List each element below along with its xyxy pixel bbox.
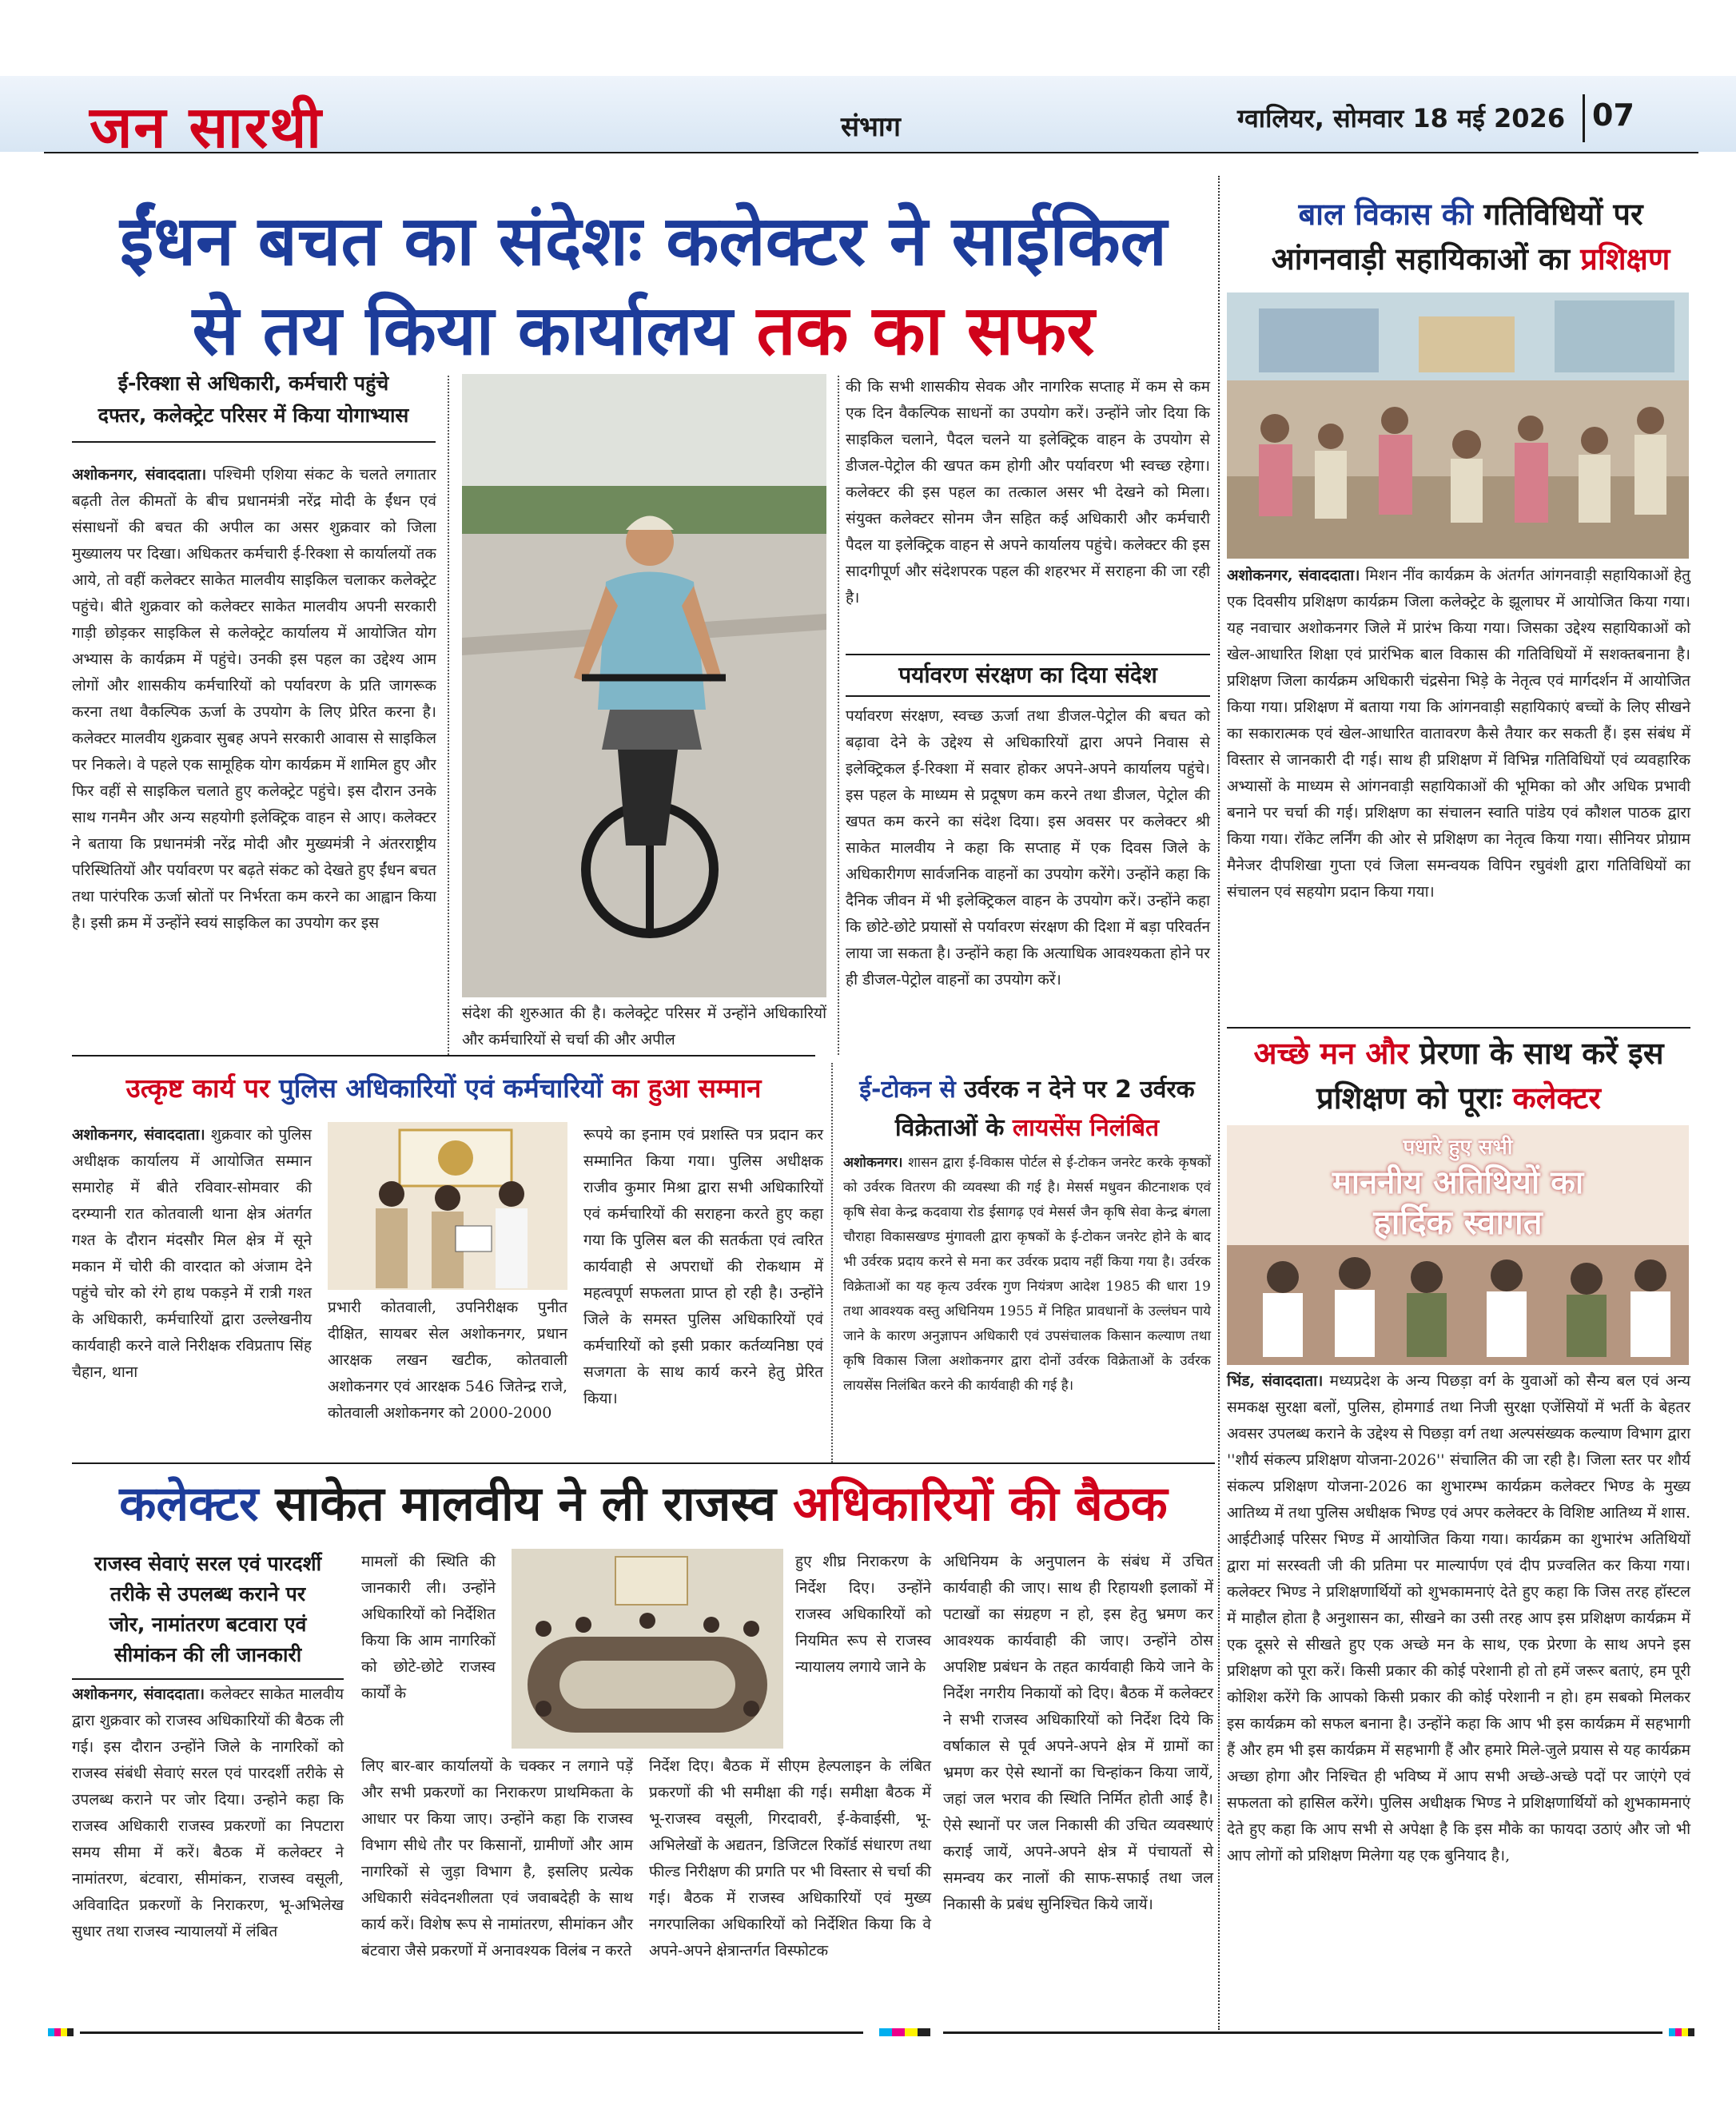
revenue-headline (72, 1472, 1215, 1536)
revenue-headline-b: साकेत मालवीय ने ली राजस्व (258, 1476, 793, 1532)
etoken-headline (839, 1071, 1215, 1148)
etoken-text: शासन द्वारा ई-विकास पोर्टल से ई-टोकन जनरेट करके कृषकों को उर्वरक वितरण की व्यवस्था की गई है। मेसर्स मधुवन कीटनाशक एवं कृषि सेवा केन्द्र कदवाया रोड ईसागढ़ एवं मेसर्स जैन कृषि सेवा केन्द्र बंगला चौराहा विकासखण्ड मुंगावली द्वारा कृषकों के ई-टोकन जनरेट होने के बाद भी उर्वरक प्रदाय करने से मना कर उर्वरक प्रदाय नहीं किया गया है। उर्वरक विक्रेताओं का यह कृत्य उर्वरक गुण नियंत्रण आदेश 1985 की धारा 19 तथा आवश्यक वस्तु अधिनियम 1955 में निहित प्रावधानों के उल्लंघन पाये जाने के कारण अनुज्ञापन अधिकारी एवं उपसंचालक किसान कल्याण तथा कृषि विकास जिला अशोकनगर द्वारा दोनों उर्वरक विक्रेताओं के उर्वरक लायसेंस निलंबित करने की कार्यवाही की गई है। (843, 1155, 1212, 1394)
right-bottom-headline-d: कलेक्टर (1512, 1080, 1601, 1116)
lead-subhead-rule (72, 441, 436, 443)
revenue-headline-c: अधिकारियों की बैठक (792, 1476, 1168, 1532)
police-headline (72, 1069, 815, 1105)
lead-subheading-box (846, 654, 1210, 697)
lead-dateline: अशोकनगर, संवाददाता। (72, 466, 207, 483)
police-photo-award (328, 1122, 567, 1290)
cmyk-marks-center (879, 2028, 930, 2036)
revenue-top-rule (72, 1462, 1215, 1464)
masthead-logo: जन सारथी (90, 93, 323, 161)
lead-subheading: पर्यावरण संरक्षण का दिया संदेश (898, 662, 1157, 688)
cmyk-marks-right (1669, 2028, 1694, 2036)
revenue-subhead-3: जोर, नामांतरण बटवारा एवं (109, 1613, 307, 1636)
meeting-illustration (512, 1549, 783, 1749)
right-top-photo-training (1227, 292, 1689, 559)
right-column-rule (1218, 176, 1220, 2030)
right-bottom-headline-a: अच्छे मन और (1253, 1036, 1409, 1071)
right-top-headline-a: बाल विकास की (1298, 197, 1473, 232)
revenue-col1 (72, 1681, 344, 1945)
cyclist-illustration (462, 374, 826, 997)
revenue-dateline: अशोकनगर, संवाददाता। (72, 1685, 205, 1703)
revenue-col2: लिए बार-बार कार्यालयों के चक्कर न लगाने पड़ें और सभी प्रकरणों का निराकरण प्राथमिकता के आधार पर किया जाए। उन्होंने कहा कि राजस्व विभाग सीधे तौर पर किसानों, ग्रामीणों और आम नागरिकों से जुड़ा विभाग है, इसलिए प्रत्येक अधिकारी संवेदनशीलता एवं जवाबदेही के साथ कार्य करें। विशेष रूप से नामांतरण, सीमांकन और बंटवारा जैसे प्रकरणों में अनावश्यक विलंब न करते (361, 1757, 633, 1960)
lead-col-rule1 (448, 376, 449, 1055)
etoken-body (843, 1151, 1211, 1399)
revenue-subhead-1: राजस्व सेवाएं सरल एवं पारदर्शी (94, 1552, 322, 1575)
etoken-headline-d: लायसेंस निलंबित (1012, 1114, 1160, 1142)
right-bottom-text: मध्यप्रदेश के अन्य पिछड़ा वर्ग के युवाओं को सैन्य बल एवं अन्य समकक्ष सुरक्षा बलों, पुलिस, होमगार्ड तथा निजी सुरक्षा एजेंसियों में भर्ती के बेहतर अवसर उपलब्ध कराने के उद्देश्य से पिछड़ा वर्ग तथा अल्पसंख्यक कल्याण विभाग द्वारा ''शौर्य संकल्प प्रशिक्षण योजना-2026'' संचालित की जा रही है। जिला स्तर पर शौर्य संकल्प प्रशिक्षण योजना-2026 का शुभारम्भ कार्यक्रम कलेक्टर भिण्ड के मुख्य आतिथ्य में तथा पुलिस अधीक्षक भिण्ड एवं अपर कलेक्टर के विशिष्ट आतिथ्य में शास. आईटीआई परिसर भिण्ड में आयोजित किया गया। कार्यक्रम का शुभारंभ अतिथियों द्वारा मां सरस्वती जी की प्रतिमा पर माल्यार्पण एवं दीप प्रज्वलित कर किया गया। कलेक्टर भिण्ड ने प्रशिक्षणार्थियों को शुभकामनाएं देते हुए कहा कि जिस तरह हॉस्टल में माहौल होता है अनुशासन का, सीखने का उसी तरह आप इस प्रशिक्षण कार्यक्रम में एक दूसरे से सीखते हुए एक अच्छे मन के साथ, एक प्रेरणा के साथ अपने इस प्रशिक्षण को पूरा करें। किसी प्रकार की कोई परेशानी हो तो हमें जरूर बताएं, हम पूरी कोशिश करेंगे कि आपको किसी प्रकार की कोई परेशानी न हो। हम सबको मिलकर इस कार्यक्रम को सफल बनाना है। उन्होंने कहा कि आप भी इस कार्यक्रम में सहभागी हैं और हम भी इस कार्यक्रम में सहभागी हैं और हमारे मिले-जुले प्रयास से यह कार्यक्रम अच्छा होगा और निश्चित ही भविष्य में आप सभी अच्छे-अच्छे पदों पर जाएंगे एवं सफलता को हासिल करेंगे। पुलिस अधीक्षक भिण्ड ने प्रशिक्षणार्थियों को शुभकामनाएं देते हुए कहा कि आप सभी से अपेक्षा है कि इस मौके का फायदा उठाएं और जो भी आप लोगों को प्रशिक्षण मिलेगा यह एक बुनियाद है।, (1227, 1372, 1690, 1864)
award-illustration (328, 1122, 567, 1290)
revenue-subhead-4: सीमांकन की ली जानकारी (113, 1643, 302, 1666)
lead-headline-line2-b: तक का सफर (756, 291, 1095, 371)
etoken-dateline: अशोकनगर। (843, 1155, 903, 1171)
lead-headline-line2 (80, 288, 1207, 374)
right-top-text: मिशन नींव कार्यक्रम के अंतर्गत आंगनवाड़ी सहायिकाओं हेतु एक दिवसीय प्रशिक्षण कार्यक्रम जिला कलेक्ट्रेट के झूलाघर में आयोजित किया गया। यह नवाचार अशोकनगर जिले में प्रारंभ किया गया। जिसका उद्देश्य सहायिकाओं को खेल-आधारित शिक्षा एवं प्रारंभिक बाल विकास की गतिविधियों में सशक्तबनाना है। प्रशिक्षण जिला कार्यक्रम अधिकारी चंद्रसेना भिड़े के नेतृत्व एवं मार्गदर्शन में आयोजित किया गया। प्रशिक्षण में बताया गया कि आंगनवाड़ी सहायिकाएं बच्चों के लिए सीखने का सकारात्मक एवं खेल-आधारित वातावरण कैसे तैयार कर सकती हैं। इस संबंध में विस्तार से जानकारी दी गई। साथ ही प्रशिक्षण में विभिन्न गतिविधियों एवं व्यवहारिक अभ्यासों के माध्यम से आंगनवाड़ी सहायिकाओं की भूमिका को और अधिक प्रभावी बनाने पर चर्चा की गई। प्रशिक्षण का संचालन स्वाति पांडेय एवं कौशल पाठक द्वारा किया गया। रॉकेट लर्निंग की ओर से प्रशिक्षण का नेतृत्व किया गया। सीनियर प्रोग्राम मैनेजर दीपशिखा गुप्ता एवं जिला समन्वयक विपिन रघुवंशी द्वारा गतिविधियों का संचालन एवं सहयोग प्रदान किया गया। (1227, 567, 1690, 901)
lead-headline-line1: ईंधन बचत का संदेशः कलेक्टर ने साईकिल (120, 201, 1167, 281)
right-top-headline-b: गतिविधियों पर (1472, 197, 1643, 232)
lead-headline-line2-a: से तय किया कार्यालय (192, 291, 757, 371)
revenue-col3: निर्देश दिए। बैठक में सीएम हेल्पलाइन के लंबित प्रकरणों की भी समीक्षा की गई। समीक्षा बैठक में भू-राजस्व वसूली, गिरदावरी, ई-केवाईसी, भू-अभिलेखों के अद्यतन, डिजिटल रिकॉर्ड संधारण तथा फील्ड निरीक्षण की प्रगति पर भी विस्तार से चर्चा की गई। बैठक में राजस्व अधिकारियों एवं मुख्य नगरपालिका अधिकारियों को निर्देशित किया कि वे अपने-अपने क्षेत्रान्तर्गत विस्फोटक (649, 1757, 931, 1960)
police-headline-c: का हुआ सम्मान (611, 1072, 762, 1104)
right-top-headline-d: प्रशिक्षण (1580, 241, 1670, 277)
police-col3: रूपये का इनाम एवं प्रशस्ति पत्र प्रदान कर सम्मानित किया गया। पुलिस अधीक्षक राजीव कुमार मिश्रा द्वारा सभी अधिकारियों एवं कर्मचारियों की सराहना करते हुए कहा गया कि पुलिस बल की सतर्कता एवं त्वरित कार्यवाही से अपराधों की रोकथाम में महत्वपूर्ण सफलता प्राप्त हो रही है। उन्होंने जिले के समस्त पुलिस अधिकारियों एवं कर्मचारियों को इसी प्रकार कर्तव्यनिष्ठा एवं सजगता के साथ कार्य करने हेतु प्रेरित किया। (583, 1126, 823, 1407)
lead-subhead-line2: दफ्तर, कलेक्ट्रेट परिसर में किया योगाभ्यास (98, 404, 409, 427)
revenue-col4: अधिनियम के अनुपालन के संबंध में उचित कार्यवाही की जाए। साथ ही रिहायशी इलाकों में पटाखों का संग्रहण न हो, इस हेतु भ्रमण कर आवश्यक कार्यवाही की जाए। उन्होंने ठोस अपशिष्ट प्रबंधन के तहत कार्यवाही किये जाने के निर्देश नगरीय निकायों को दिए। बैठक में कलेक्टर ने सभी राजस्व अधिकारियों को निर्देश दिये कि वर्षाकाल से पूर्व अपने-अपने क्षेत्र में ग्रामों का भ्रमण कर ऐसे स्थानों का चिन्हांकन किया जायें, जहां जल भराव की स्थिति निर्मित होती आई है। ऐसे स्थानों पर जल निकासी की उचित व्यवस्थाएं कराई जायें, अपने-अपने क्षेत्र में पंचायतों से समन्वय कर नालों की साफ-सफाई तथा जल निकासी के प्रबंध सुनिश्चित किये जायें। (943, 1553, 1213, 1913)
lead-col3-body: की कि सभी शासकीय सेवक और नागरिक सप्ताह में कम से कम एक दिन वैकल्पिक साधनों का उपयोग करें। उन्होंने जोर दिया कि साइकिल चलाने, पैदल चलने या इलेक्ट्रिक वाहन के उपयोग से डीजल-पेट्रोल की खपत कम होगी और पर्यावरण भी स्वच्छ रहेगा। कलेक्टर की इस पहल का तत्काल असर भी देखने को मिला। संयुक्त कलेक्टर सोनम जैन सहित कई अधिकारी और कर्मचारी पैदल या इलेक्ट्रिक वाहन से अपने कार्यालय पहुंचे। कलेक्टर की इस सादगीपूर्ण और संदेशपरक पहल की शहरभर में सराहना की जा रही है। (846, 378, 1210, 607)
right-top-headline-c: आंगनवाड़ी सहायिकाओं का (1271, 241, 1581, 277)
right-bottom-body (1227, 1368, 1690, 1869)
masthead-divider (1583, 94, 1585, 142)
right-bottom-headline (1227, 1031, 1690, 1120)
revenue-col3-top: हुए शीघ्र निराकरण के निर्देश दिए। उन्होंने राजस्व अधिकारियों को नियमित रूप से राजस्व न्यायालय लगाये जाने के (795, 1553, 931, 1676)
lead-photo-cyclist (462, 374, 826, 997)
revenue-photo-meeting (512, 1549, 783, 1749)
lead-photo-caption: संदेश की शुरुआत की है। कलेक्ट्रेट परिसर में उन्होंने अधिकारियों और कर्मचारियों से चर्चा की और अपील (462, 1005, 826, 1049)
right-top-body (1227, 563, 1690, 905)
lead-subhead-line1: ई-रिक्शा से अधिकारी, कर्मचारी पहुंचे (117, 372, 389, 395)
lead-col1-body (72, 462, 436, 1021)
etoken-headline-b: उर्वरक न देने पर 2 उर्वरक (955, 1076, 1195, 1104)
right-bottom-dateline: भिंड, संवाददाता। (1227, 1372, 1324, 1390)
cmyk-marks-left (48, 2028, 74, 2036)
police-top-rule (72, 1055, 815, 1056)
dateline: ग्वालियर, सोमवार 18 मई 2026 (1237, 103, 1566, 133)
police-headline-b: पुलिस अधिकारियों एवं कर्मचारियों (269, 1072, 612, 1104)
page-number: 07 (1592, 97, 1634, 133)
etoken-headline-a: ई-टोकन से (859, 1076, 956, 1104)
lead-subhead (70, 368, 436, 432)
right-bottom-headline-b: प्रेरणा के साथ करें इस (1408, 1036, 1664, 1071)
banner-line3: हार्दिक स्वागत (1373, 1203, 1543, 1242)
revenue-headline-a: कलेक्टर (119, 1476, 259, 1532)
masthead-rule (44, 152, 1698, 153)
revenue-col1-text: कलेक्टर साकेत मालवीय द्वारा शुक्रवार को राजस्व अधिकारियों की बैठक ली गई। इस दौरान उन्होंने जिले के नागरिकों को राजस्व संबंधी सेवाएं सरल एवं पारदर्शी तरीके से उपलब्ध कराने पर जोर दिया। उन्होने कहा कि राजस्व अधिकारी राजस्व प्रकरणों का निपटारा समय सीमा में करें। बैठक में कलेक्टर ने नामांतरण, बंटवारा, सीमांकन, राजस्व वसूली, अविवादित प्रकरणों के निराकरण, भू-अभिलेख सुधार तथा राजस्व न्यायालयों में लंबित (72, 1685, 344, 1940)
revenue-subhead-2: तरीके से उपलब्ध कराने पर (109, 1582, 306, 1606)
lead-col3-body2: पर्यावरण संरक्षण, स्वच्छ ऊर्जा तथा डीजल-पेट्रोल की बचत को बढ़ावा देने के उद्देश्य से अधिकारियों द्वारा अपने निवास से इलेक्ट्रिकल ई-रिक्शा में सवार होकर अपने-अपने कार्यालय पहुंचे। इस पहल के माध्यम से प्रदूषण कम करने तथा डीजल, पेट्रोल की खपत कम करने का संदेश दिया। इस अवसर पर कलेक्टर श्री साकेत मालवीय ने कहा कि सप्ताह में एक दिवस जिले के अधिकारीगण सार्वजनिक वाहनों का उपयोग करेंगे। उन्होंने कहा कि दैनिक जीवन में भी इलेक्ट्रिकल वाहन के उपयोग करें। उन्होंने कहा कि छोटे-छोटे प्रयासों से पर्यावरण संरक्षण की दिशा में बड़ा परिवर्तन लाया जा सकता है। उन्होंने कहा कि अत्याधिक आवश्यकता होने पर ही डीजल-पेट्रोल वाहनों का उपयोग करें। (846, 707, 1210, 989)
police-col1-text: शुक्रवार को पुलिस अधीक्षक कार्यालय में आयोजित सम्मान समारोह में बीते रविवार-सोमवार की दरम्यानी रात कोतवाली थाना क्षेत्र अंतर्गत गश्त के दौरान मंदसौर मिल क्षेत्र में सूने मकान में चोरी की वारदात को अंजाम देने पहुंचे चोर को रंगे हाथ पकड़ने में रात्री गश्त के अधिकारी, कर्मचारियों द्वारा उल्लेखनीय कार्यवाही करने वाले निरीक्षक रविप्रताप सिंह चैहान, थाना (72, 1126, 312, 1381)
police-col1 (72, 1122, 312, 1386)
revenue-col2-top: मामलों की स्थिति की जानकारी ली। उन्होंने अधिकारियों को निर्देशित किया कि आम नागरिकों को छोटे-छोटे राजस्व कार्यों के (361, 1553, 496, 1702)
right-top-dateline: अशोकनगर, संवाददाता। (1227, 567, 1360, 584)
police-dateline: अशोकनगर, संवाददाता। (72, 1126, 205, 1144)
right-separator (1227, 1027, 1690, 1029)
right-bottom-headline-c: प्रशिक्षण को पूराः (1316, 1080, 1513, 1116)
lead-col-rule2 (838, 376, 839, 1055)
revenue-subhead-rule (72, 1678, 344, 1680)
section-name: संभाग (841, 111, 901, 143)
police-etoken-rule (831, 1063, 833, 1462)
training-illustration (1227, 292, 1689, 559)
right-bottom-photo-event (1227, 1125, 1689, 1365)
banner-line2: माननीय अतिथियों का (1332, 1164, 1584, 1201)
police-col2: प्रभारी कोतवाली, उपनिरीक्षक पुनीत दीक्षित, सायबर सेल अशोकनगर, प्रधान आरक्षक लखन खटीक, कोतवाली अशोकनगर एवं आरक्षक 546 जितेन्द्र राजे, कोतवाली अशोकनगर को 2000-2000 (328, 1299, 567, 1422)
right-top-headline (1231, 192, 1710, 281)
banner-line1: पधारे हुए सभी (1403, 1136, 1513, 1160)
etoken-headline-c: विक्रेताओं के (894, 1114, 1013, 1142)
footer-rule (48, 2027, 1694, 2039)
lead-col1-text: पश्चिमी एशिया संकट के चलते लगातार बढ़ती तेल कीमतों के बीच प्रधानमंत्री नरेंद्र मोदी के ईंधन एवं संसाधनों की बचत की अपील का असर शुक्रवार को जिला मुख्यालय पर दिखा। अधिकतर कर्मचारी ई-रिक्शा से कार्यालयों तक आये, तो वहीं कलेक्टर साकेत मालवीय साइकिल चलाकर कलेक्ट्रेट पहुंचे। बीते शुक्रवार को कलेक्टर साकेत मालवीय अपनी सरकारी गाड़ी छोड़कर साइकिल से कलेक्ट्रेट कार्यालय में आयोजित योग अभ्यास के कार्यक्रम में पहुंचे। उनकी इस पहल का उद्देश्य आम लोगों और शासकीय कर्मचारियों को पर्यावरण के प्रति जागरूक करना तथा वैकल्पिक ऊर्जा के उपयोग के लिए प्रेरित करना है। कलेक्टर मालवीय शुक्रवार सुबह अपने सरकारी आवास से साइकिल पर निकले। वे पहले एक सामूहिक योग कार्यक्रम में शामिल हुए और फिर वहीं से साइकिल चलाते हुए कलेक्ट्रेट पहुंचे। इस दौरान उनके साथ गनमैन और अन्य सहयोगी इलेक्ट्रिक वाहन से आए। कलेक्टर ने बताया कि प्रधानमंत्री नरेंद्र मोदी और मुख्यमंत्री ने अंतरराष्ट्रीय परिस्थितियों और पर्यावरण पर बढ़ते संकट को देखते हुए ईंधन बचत तथा पारंपरिक ऊर्जा स्रोतों पर निर्भरता कम करने का आह्वान किया है। इसी क्रम में उन्होंने स्वयं साइकिल का उपयोग कर इस (72, 466, 436, 932)
police-headline-a: उत्कृष्ट कार्य पर (125, 1072, 270, 1104)
revenue-subhead (72, 1549, 344, 1670)
